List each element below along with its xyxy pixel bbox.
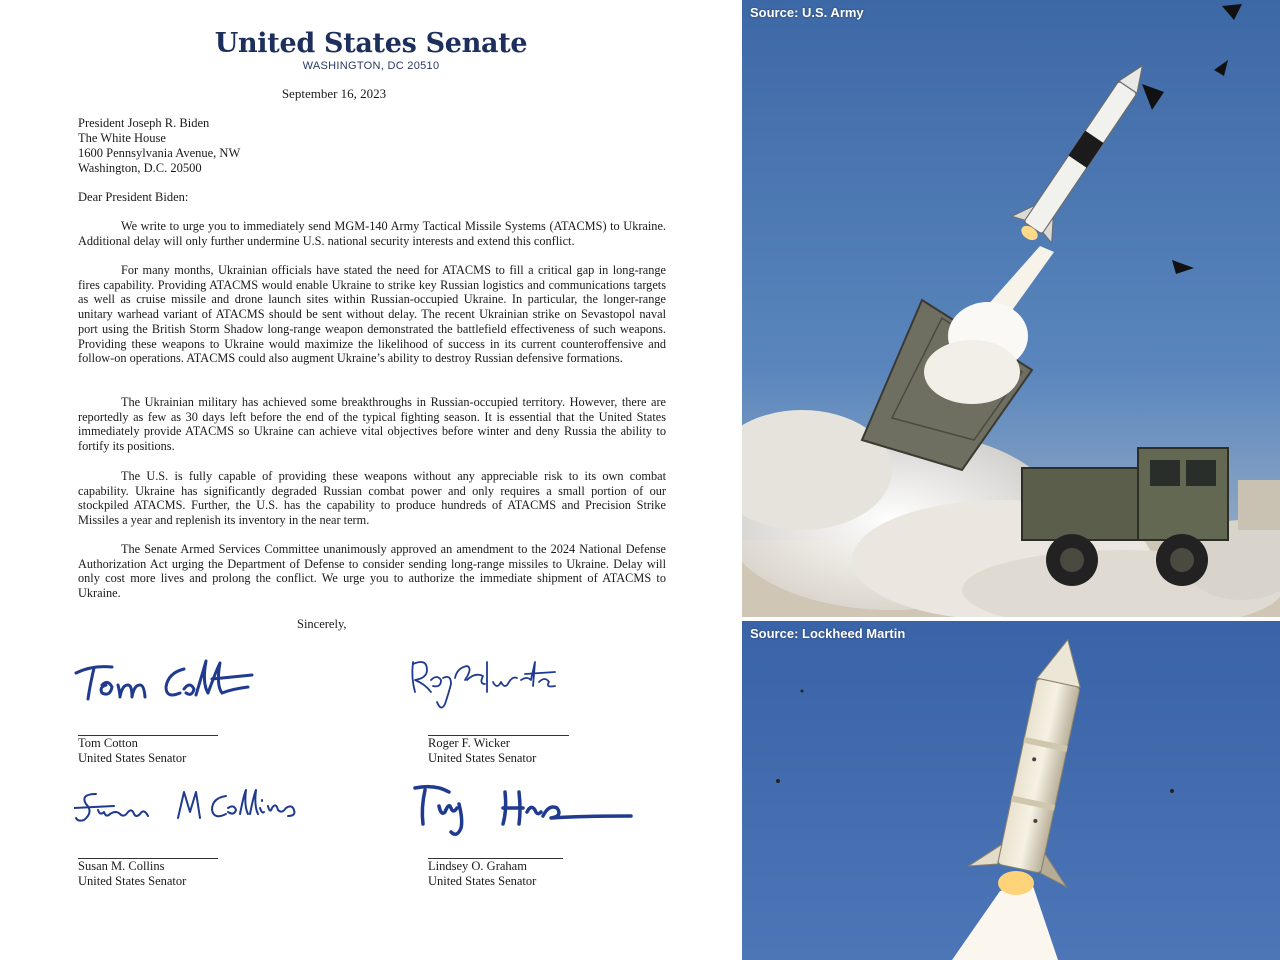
signature-lindsey-graham	[405, 780, 645, 840]
body-paragraph: For many months, Ukrainian officials have stated the need for ATACMS to fill a critical gap in long-range fires capability. Providing ATACMS would enable Ukraine to strike key Russian logistics and communications targets as well as cruise missile and drone launch sites within Russian-occupied Ukraine. In particular, the longer-range unitary warhead variant of ATACMS should be sent without delay. The recent Ukrainian strike on Sevastopol naval port using the British Storm Shadow long-range weapon demonstrated the battlefield effectiveness of such weapons. Providing these weapons to Ukraine would maximize the likelihood of success in its current counteroffensive and follow-on operations. ATACMS could also augment Ukraine’s ability to destroy Russian defensive formations.	[78, 263, 666, 366]
signer-title: United States Senator	[428, 874, 537, 888]
signature-susan-collins	[74, 786, 324, 826]
signature-tom-cotton	[72, 655, 267, 710]
photo-source-label: Source: Lockheed Martin	[750, 626, 906, 641]
photo-atacms-launch	[742, 0, 1280, 617]
signer-name: Susan M. Collins	[78, 859, 165, 873]
photo-source-label: Source: U.S. Army	[750, 5, 864, 20]
letterhead	[0, 28, 742, 72]
letter-date: September 16, 2023	[281, 86, 387, 101]
letterhead-title: United States Senate	[214, 28, 528, 59]
signer-block	[78, 736, 186, 766]
body-paragraph: The Senate Armed Services Committee unanimously approved an amendment to the 2024 National Defense Authorization Act urging the Department of Defense to consider sending long-range missiles to Ukraine. Delay will only cost more lives and prolong the conflict. We urge you to authorize the immediate shipment of ATACMS to Ukraine.	[78, 542, 666, 601]
signer-block	[78, 859, 186, 889]
signer-block	[428, 736, 536, 766]
signer-block	[428, 859, 536, 889]
recipient-line: Washington, D.C. 20500	[78, 161, 202, 175]
signer-title: United States Senator	[428, 751, 537, 765]
signer-title: United States Senator	[78, 874, 187, 888]
launch-illustration	[742, 0, 1280, 617]
recipient-line: The White House	[78, 131, 166, 145]
letterhead-city: WASHINGTON, DC 20510	[302, 60, 440, 72]
salutation: Dear President Biden:	[78, 190, 189, 204]
body-paragraph: The Ukrainian military has achieved some breakthroughs in Russian-occupied territory. However, there are reportedly as few as 30 days left before the end of the typical fighting season. It is essential that the United States immediately provide ATACMS so Ukraine can achieve vital objectives before winter and deny Russia the ability to fortify its positions.	[78, 395, 666, 454]
photo-atacms-flight	[742, 621, 1280, 960]
signer-name: Roger F. Wicker	[428, 736, 510, 750]
closing: Sincerely,	[297, 617, 347, 631]
body-paragraph: We write to urge you to immediately send MGM-140 Army Tactical Missile Systems (ATACMS) to Ukraine. Additional delay will only further undermine U.S. national security interests and extend this conflict.	[78, 219, 666, 248]
recipient-address	[78, 116, 240, 176]
signature-roger-wicker	[405, 652, 565, 712]
signer-name: Lindsey O. Graham	[428, 859, 527, 873]
signer-name: Tom Cotton	[78, 736, 138, 750]
recipient-line: President Joseph R. Biden	[78, 116, 210, 130]
flight-illustration	[742, 621, 1280, 960]
signer-title: United States Senator	[78, 751, 187, 765]
recipient-line: 1600 Pennsylvania Avenue, NW	[78, 146, 241, 160]
body-paragraph: The U.S. is fully capable of providing these weapons without any appreciable risk to its own combat capability. Ukraine has significantly degraded Russian combat power and only requires a small portion of our stockpiled ATACMS. Further, the U.S. has the capability to produce hundreds of ATACMS and Precision Strike Missiles a year and replenish its inventory in the near term.	[78, 469, 666, 528]
